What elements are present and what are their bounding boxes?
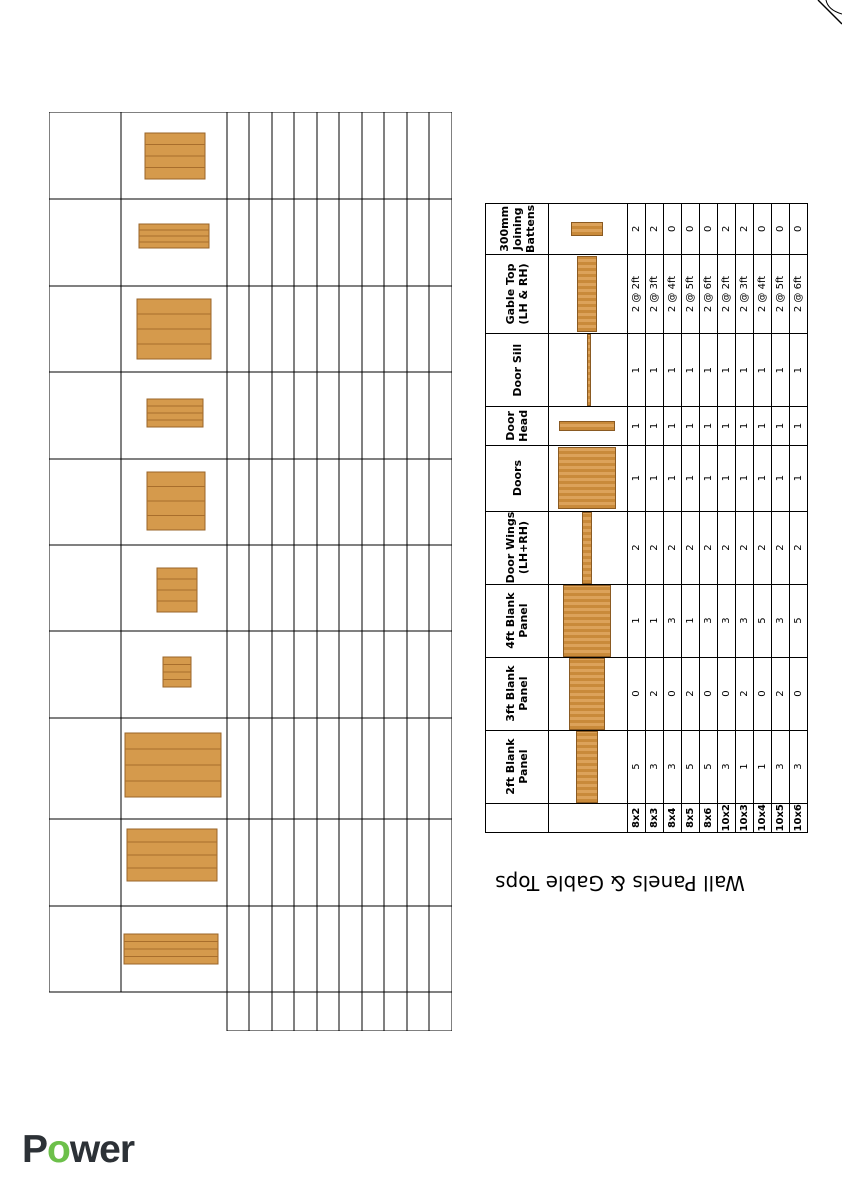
table-cell: 5 (628, 730, 646, 803)
row-size-label: 8x3 (646, 803, 664, 832)
part-thumbnail-image (582, 512, 592, 584)
table-row (700, 204, 718, 833)
table-cell: 1 (646, 334, 664, 407)
table-cell: 3 (646, 730, 664, 803)
table-cell: 2 (736, 657, 754, 730)
table-cell: 0 (754, 204, 772, 255)
table-cell: 2 (772, 511, 790, 584)
table-cell: 3 (664, 730, 682, 803)
column-header: Gable Top (LH & RH) (486, 254, 549, 334)
table-cell: 3 (736, 584, 754, 657)
table-cell: 2 @ 2ft (628, 254, 646, 334)
table-row (772, 204, 790, 833)
table-cell: 1 (772, 334, 790, 407)
table-cell: 0 (700, 657, 718, 730)
table-cell: 0 (754, 657, 772, 730)
table-cell: 0 (628, 657, 646, 730)
page-corner-icon (812, 0, 842, 30)
table-cell: 2 (772, 657, 790, 730)
table-cell: 1 (736, 334, 754, 407)
table-cell: 2 (718, 511, 736, 584)
table-cell: 0 (790, 204, 808, 255)
table-cell: 2 (682, 511, 700, 584)
part-thumbnail-image (559, 421, 615, 431)
table-cell: 1 (700, 445, 718, 511)
table-cell: 3 (700, 584, 718, 657)
part-thumbnail-image (558, 447, 616, 509)
column-header: 300mm Joining Battens (486, 204, 549, 255)
table-cell: 1 (790, 445, 808, 511)
table-cell: 2 (682, 657, 700, 730)
table-cell: 1 (736, 445, 754, 511)
table-row (664, 204, 682, 833)
table-cell: 1 (664, 334, 682, 407)
power-logo: Power (22, 1128, 135, 1171)
column-header: Doors (486, 445, 549, 511)
part-thumbnail-image (587, 334, 591, 406)
table-cell: 1 (718, 334, 736, 407)
corner-cell (486, 803, 549, 832)
table-cell: 2 (628, 204, 646, 255)
table-cell: 3 (772, 584, 790, 657)
table-cell: 1 (772, 445, 790, 511)
blank-panel-grid (49, 112, 452, 1031)
table-cell: 3 (718, 584, 736, 657)
table-cell: 1 (790, 334, 808, 407)
table-cell: 2 (700, 511, 718, 584)
parts-header-row (486, 204, 549, 833)
row-size-label: 8x2 (628, 803, 646, 832)
table-row (718, 204, 736, 833)
table-cell: 0 (700, 204, 718, 255)
table-cell: 2 (736, 511, 754, 584)
part-thumbnail-image (576, 731, 598, 803)
table-cell: 2 @ 4ft (754, 254, 772, 334)
table-cell: 2 (646, 204, 664, 255)
table-cell: 0 (790, 657, 808, 730)
table-cell: 1 (718, 407, 736, 445)
page-heading: Wall Panels & Gable Tops (495, 871, 745, 895)
part-thumbnail-image (569, 658, 605, 730)
table-cell: 2 (754, 511, 772, 584)
table-cell: 2 (646, 657, 664, 730)
table-cell: 1 (682, 584, 700, 657)
table-cell: 1 (736, 730, 754, 803)
column-header: 2ft Blank Panel (486, 730, 549, 803)
table-row (790, 204, 808, 833)
part-thumbnail-image (571, 222, 603, 236)
part-thumbnail-cell (549, 584, 628, 657)
table-cell: 1 (628, 407, 646, 445)
table-cell: 3 (718, 730, 736, 803)
table-cell: 1 (646, 407, 664, 445)
table-cell: 5 (700, 730, 718, 803)
table-cell: 2 (664, 511, 682, 584)
table-cell: 5 (682, 730, 700, 803)
table-cell: 3 (772, 730, 790, 803)
table-cell: 2 (646, 511, 664, 584)
part-thumbnail-cell (549, 445, 628, 511)
part-thumbnail-image (563, 585, 611, 657)
row-size-label: 10x2 (718, 803, 736, 832)
table-cell: 2 @ 2ft (718, 254, 736, 334)
table-cell: 1 (664, 445, 682, 511)
table-cell: 1 (628, 445, 646, 511)
row-size-label: 10x4 (754, 803, 772, 832)
part-thumbnail-cell (549, 204, 628, 255)
table-cell: 2 (790, 511, 808, 584)
table-cell: 1 (682, 407, 700, 445)
column-header: Door Sill (486, 334, 549, 407)
row-size-label: 8x4 (664, 803, 682, 832)
table-cell: 1 (646, 445, 664, 511)
table-cell: 3 (664, 584, 682, 657)
table-cell: 0 (664, 204, 682, 255)
row-size-label: 10x3 (736, 803, 754, 832)
table-cell: 2 @ 3ft (646, 254, 664, 334)
table-cell: 2 @ 5ft (682, 254, 700, 334)
table-cell: 5 (754, 584, 772, 657)
column-header: 3ft Blank Panel (486, 657, 549, 730)
table-cell: 5 (790, 584, 808, 657)
part-thumbnail-cell (549, 511, 628, 584)
table-cell: 2 @ 3ft (736, 254, 754, 334)
thumbnail-row (549, 204, 628, 833)
table-cell: 1 (682, 334, 700, 407)
table-cell: 1 (754, 407, 772, 445)
table-cell: 1 (754, 334, 772, 407)
row-size-label: 10x6 (790, 803, 808, 832)
table-cell: 1 (790, 407, 808, 445)
table-cell: 0 (682, 204, 700, 255)
table-row (736, 204, 754, 833)
table-cell: 2 (736, 204, 754, 255)
part-thumbnail-image (577, 256, 597, 332)
table-cell: 1 (700, 334, 718, 407)
table-cell: 1 (754, 445, 772, 511)
column-header: 4ft Blank Panel (486, 584, 549, 657)
table-row (628, 204, 646, 833)
table-cell: 0 (664, 657, 682, 730)
part-thumbnail-cell (549, 407, 628, 445)
blank-grid-svg (49, 112, 452, 1031)
part-thumbnail-cell (549, 657, 628, 730)
table-cell: 3 (790, 730, 808, 803)
part-thumbnail-cell (549, 254, 628, 334)
table-cell: 1 (646, 584, 664, 657)
table-cell: 1 (628, 584, 646, 657)
table-cell: 2 @ 6ft (790, 254, 808, 334)
table-cell: 2 @ 6ft (700, 254, 718, 334)
table-cell: 2 @ 5ft (772, 254, 790, 334)
table-cell: 1 (754, 730, 772, 803)
table-cell: 1 (772, 407, 790, 445)
table-row (754, 204, 772, 833)
table-cell: 1 (628, 334, 646, 407)
part-thumbnail-cell (549, 730, 628, 803)
table-cell: 1 (736, 407, 754, 445)
table-cell: 1 (682, 445, 700, 511)
column-header: Door Head (486, 407, 549, 445)
table-cell: 2 (718, 204, 736, 255)
table-row (682, 204, 700, 833)
table-cell: 1 (664, 407, 682, 445)
thumb-corner-cell (549, 803, 628, 832)
row-size-label: 8x6 (700, 803, 718, 832)
table-cell: 1 (718, 445, 736, 511)
table-cell: 2 @ 4ft (664, 254, 682, 334)
table-row (646, 204, 664, 833)
column-header: Door Wings (LH+RH) (486, 511, 549, 584)
row-size-label: 8x5 (682, 803, 700, 832)
row-size-label: 10x5 (772, 803, 790, 832)
part-thumbnail-cell (549, 334, 628, 407)
table-cell: 0 (772, 204, 790, 255)
table-cell: 1 (700, 407, 718, 445)
table-cell: 0 (718, 657, 736, 730)
table-cell: 2 (628, 511, 646, 584)
parts-table (485, 203, 808, 833)
